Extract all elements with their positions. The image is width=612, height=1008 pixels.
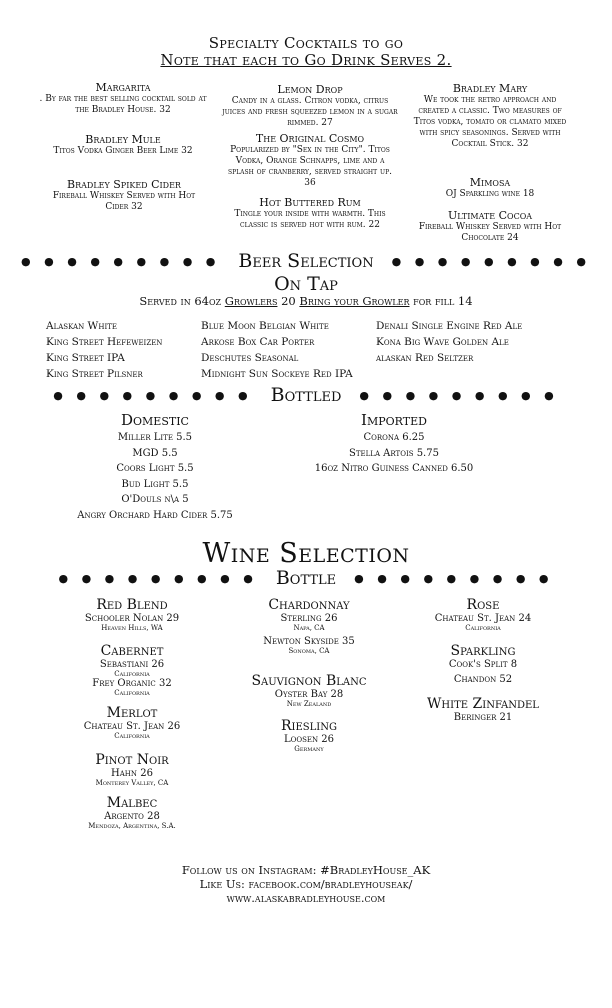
- tap-column-2: [201, 318, 353, 382]
- tap-item: Arkose Box Car Porter: [201, 336, 315, 348]
- tap-item: Kona Big Wave Golden Ale: [376, 336, 509, 348]
- growler-text: 20: [277, 294, 300, 308]
- wine-item: Chandon 52: [453, 674, 513, 685]
- wine-category: Red Blend: [96, 597, 168, 613]
- wine-category: Pinot Noir: [95, 752, 169, 768]
- cocktail-name: Ultimate Cocoa: [447, 209, 533, 222]
- wine-item: Oyster Bay 28: [274, 689, 344, 700]
- dot-divider: ● ● ● ● ● ● ● ● ●: [21, 254, 221, 268]
- section-title: Beer Selection: [238, 250, 374, 272]
- wine-item: Chateau St. Jean 24: [434, 613, 532, 624]
- section-title: Bottle: [275, 567, 337, 589]
- cocktail-cosmo: [222, 132, 398, 189]
- cocktail-spiked-cider: [44, 178, 204, 213]
- wine-origin: California: [114, 689, 150, 697]
- cocktail-name: Hot Buttered Rum: [259, 196, 361, 209]
- bottle-item: O'Douls n\a 5: [121, 494, 189, 505]
- wine-origin: Germany: [294, 745, 324, 753]
- growler-text: Growlers: [224, 294, 278, 308]
- imported-list: [296, 410, 492, 477]
- dot-divider: ● ● ● ● ● ● ● ● ●: [354, 571, 554, 585]
- wine-pinot-noir: [52, 752, 212, 787]
- beer-selection-heading: [0, 250, 612, 272]
- wine-category: Riesling: [281, 718, 337, 734]
- wine-chardonnay: [226, 597, 392, 655]
- wine-origin: California: [114, 732, 150, 740]
- wine-category: Sparkling: [450, 643, 516, 659]
- tap-column-1: [46, 318, 162, 382]
- cocktail-desc: Popularized by "Sex in the City". Titos Vodka, Orange Schnapps, lime and a splash of cranberry, served straight up. 36: [228, 145, 392, 188]
- wine-origin: California: [114, 670, 150, 678]
- wine-item: Hahn 26: [111, 768, 153, 779]
- wine-sparkling: [400, 643, 566, 685]
- website-line: www.alaskabradleyhouse.com: [226, 891, 386, 905]
- bottled-heading: [0, 384, 612, 406]
- cocktails-header: Specialty Cocktails to go: [208, 34, 404, 52]
- cocktail-name: Bradley Spiked Cider: [67, 178, 181, 191]
- bottle-item: 16oz Nitro Guiness Canned 6.50: [314, 463, 474, 474]
- dot-divider: ● ● ● ● ● ● ● ● ●: [53, 388, 253, 402]
- cocktail-bradley-mary: [408, 82, 572, 150]
- cocktail-ultimate-cocoa: [408, 209, 572, 244]
- wine-category: Merlot: [106, 705, 158, 721]
- cocktail-desc: Fireball Whiskey Served with Hot Chocolate 24: [418, 222, 562, 243]
- cocktail-name: Mimosa: [469, 176, 511, 189]
- tap-item: Denali Single Engine Red Ale: [376, 320, 523, 332]
- wine-origin: Mendoza, Argentina, S.A.: [88, 822, 176, 830]
- cocktail-name: Margarita: [95, 81, 151, 94]
- tap-item: King Street IPA: [46, 352, 125, 364]
- cocktail-name: Bradley Mule: [85, 133, 161, 146]
- domestic-title: Domestic: [121, 411, 189, 429]
- wine-selection-title: Wine Selection: [202, 538, 410, 569]
- wine-item: Sterling 26: [280, 613, 338, 624]
- wine-item: Chateau St. Jean 26: [83, 721, 181, 732]
- cocktail-desc: . By far the best selling cocktail sold at the Bradley House. 32: [39, 94, 207, 115]
- growler-text: for fill 14: [409, 294, 473, 308]
- wine-origin: Napa, CA: [293, 624, 325, 632]
- tap-item: Blue Moon Belgian White: [201, 320, 329, 332]
- bottle-item: Stella Artois 5.75: [349, 447, 439, 459]
- cocktail-lemon-drop: [222, 83, 398, 129]
- footer: [0, 863, 612, 905]
- cocktail-hot-buttered-rum: [222, 196, 398, 231]
- wine-item: Argento 28: [104, 811, 160, 822]
- bottle-item: MGD 5.5: [132, 447, 178, 459]
- wine-origin: Monterey Valley, CA: [95, 779, 169, 787]
- bottle-item: Miller Lite 5.5: [117, 432, 193, 443]
- dot-divider: ● ● ● ● ● ● ● ● ●: [58, 571, 258, 585]
- wine-category: Chardonnay: [268, 597, 350, 613]
- wine-origin: Sonoma, CA: [288, 647, 330, 655]
- bottle-item: Corona 6.25: [363, 432, 425, 443]
- wine-item: Newton Skyside 35: [263, 636, 355, 647]
- wine-item: Cook's Split 8: [448, 659, 518, 670]
- wine-cabernet: [52, 643, 212, 697]
- tap-item: Midnight Sun Sockeye Red IPA: [201, 368, 353, 380]
- wine-category: White Zinfandel: [427, 696, 539, 712]
- facebook-line: Like Us: facebook.com/bradleyhouseak/: [199, 877, 413, 891]
- imported-title: Imported: [361, 411, 427, 429]
- wine-sauvignon-blanc: [226, 673, 392, 708]
- cocktail-mimosa: [408, 176, 572, 200]
- cocktail-name: Lemon Drop: [277, 83, 343, 96]
- tap-item: alaskan Red Seltzer: [376, 352, 474, 364]
- cocktail-desc: Tingle your inside with warmth. This classic is served hot with rum. 22: [234, 209, 386, 230]
- growler-text: Bring your Growler: [299, 294, 410, 308]
- tap-item: King Street Pilsner: [46, 368, 143, 380]
- instagram-line: Follow us on Instagram: #BradleyHouse_AK: [181, 863, 431, 877]
- on-tap-title: On Tap: [274, 273, 338, 295]
- tap-column-3: [376, 318, 522, 366]
- growler-line: [0, 294, 612, 308]
- bottle-item: Angry Orchard Hard Cider 5.75: [77, 509, 233, 521]
- wine-malbec: [52, 795, 212, 830]
- wine-item: Loosen 26: [283, 734, 335, 745]
- cocktail-desc: Fireball Whiskey Served with Hot Cider 32: [52, 191, 196, 212]
- cocktail-desc: OJ Sparkling wine 18: [445, 189, 535, 199]
- growler-text: Served in 64oz: [139, 294, 225, 308]
- wine-item: Schooler Nolan 29: [84, 613, 180, 624]
- dot-divider: ● ● ● ● ● ● ● ● ●: [359, 388, 559, 402]
- cocktail-desc: Titos Vodka Ginger Beer Lime 32: [53, 146, 193, 156]
- wine-origin: Heaven Hills, WA: [101, 624, 163, 632]
- wine-rose: [400, 597, 566, 632]
- cocktail-name: Bradley Mary: [452, 82, 528, 95]
- dot-divider: ● ● ● ● ● ● ● ● ●: [391, 254, 591, 268]
- tap-item: King Street Hefeweizen: [46, 336, 163, 348]
- cocktails-note: Note that each to Go Drink Serves 2.: [160, 51, 452, 69]
- wine-origin: New Zealand: [286, 700, 332, 708]
- wine-riesling: [226, 718, 392, 753]
- cocktail-desc: We took the retro approach and created a classic. Two measures of Titos vodka, tomato or clamato mixed with spicy seasonings. Served with Cocktail Stick. 32: [413, 95, 567, 149]
- cocktail-bradley-mule: [38, 133, 208, 157]
- wine-category: Rose: [466, 597, 500, 613]
- domestic-list: [60, 410, 250, 523]
- wine-item: Sebastiani 26: [99, 659, 165, 670]
- wine-item: Beringer 21: [453, 712, 513, 723]
- wine-category: Malbec: [106, 795, 158, 811]
- cocktail-margarita: [34, 81, 212, 116]
- wine-white-zinfandel: [400, 696, 566, 723]
- wine-merlot: [52, 705, 212, 740]
- bottle-item: Coors Light 5.5: [116, 463, 194, 474]
- section-title: Bottled: [270, 384, 342, 406]
- bottle-item: Bud Light 5.5: [121, 478, 189, 490]
- tap-item: Alaskan White: [46, 320, 117, 332]
- wine-item: Frey Organic 32: [92, 678, 172, 689]
- wine-bottle-heading: [0, 567, 612, 589]
- wine-category: Cabernet: [100, 643, 164, 659]
- tap-item: Deschutes Seasonal: [201, 352, 299, 364]
- wine-category: Sauvignon Blanc: [251, 673, 367, 689]
- wine-red-blend: [52, 597, 212, 632]
- wine-origin: California: [465, 624, 501, 632]
- cocktail-desc: Candy in a glass. Citron vodka, citrus juices and fresh squeezed lemon in a sugar rimmed. 27: [222, 96, 398, 128]
- cocktail-name: The Original Cosmo: [255, 132, 365, 145]
